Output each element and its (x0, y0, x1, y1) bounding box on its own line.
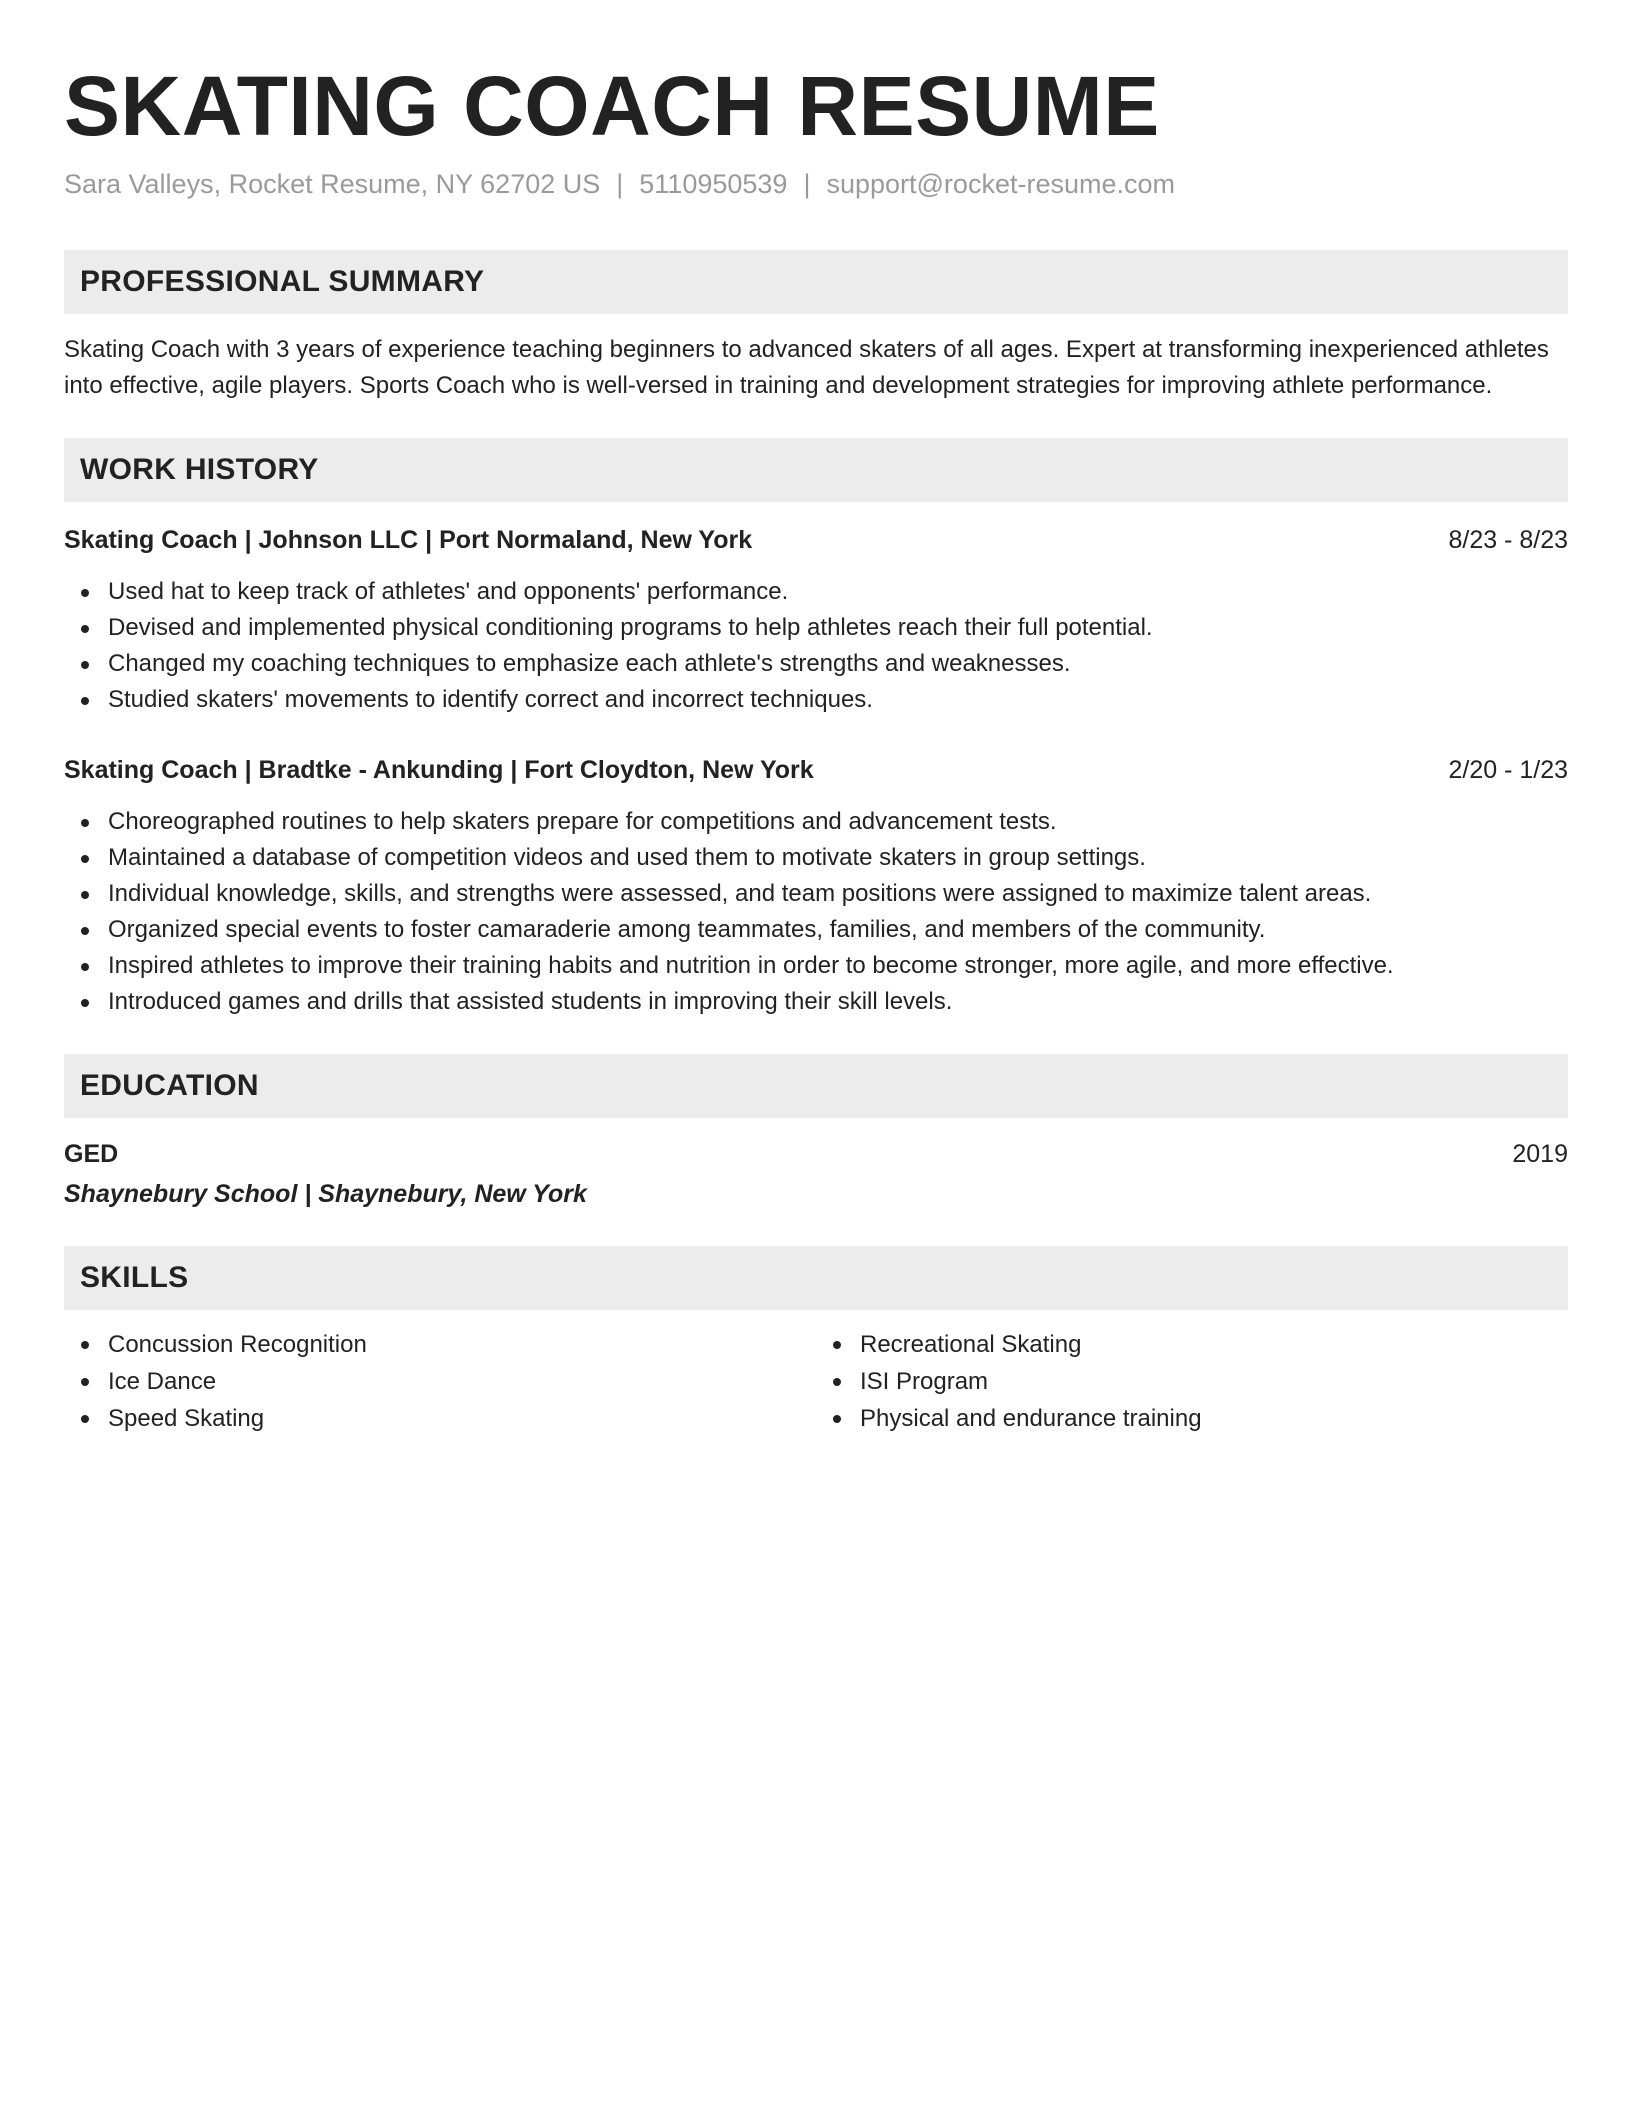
job-bullet: Inspired athletes to improve their training habits and nutrition in order to become stronger, more agile, and more effective. (64, 948, 1568, 984)
contact-phone: 5110950539 (639, 169, 788, 199)
contact-address: Sara Valleys, Rocket Resume, NY 62702 US (64, 169, 601, 199)
education-entry (64, 1136, 1568, 1212)
job-header (64, 752, 1568, 788)
job-bullet: Introduced games and drills that assisted students in improving their skill levels. (64, 984, 1568, 1020)
education-header (64, 1136, 1568, 1172)
job-bullet: Individual knowledge, skills, and strengths were assessed, and team positions were assigned to maximize talent areas. (64, 876, 1568, 912)
skill-item: Concussion Recognition (64, 1326, 816, 1363)
skills-column-right (816, 1326, 1568, 1437)
section-header-skills: SKILLS (64, 1246, 1568, 1310)
contact-separator: | (803, 169, 811, 199)
job-header (64, 522, 1568, 558)
job-bullet: Maintained a database of competition videos and used them to motivate skaters in group settings. (64, 840, 1568, 876)
job-dates: 8/23 - 8/23 (1448, 526, 1568, 554)
section-header-education: EDUCATION (64, 1054, 1568, 1118)
section-header-work-history: WORK HISTORY (64, 438, 1568, 502)
job-bullet: Organized special events to foster camaraderie among teammates, families, and members of the community. (64, 912, 1568, 948)
skill-item: Ice Dance (64, 1363, 816, 1400)
job-bullet: Studied skaters' movements to identify correct and incorrect techniques. (64, 682, 1568, 718)
job-title: Skating Coach | Johnson LLC | Port Normaland, New York (64, 526, 753, 554)
education-school: Shaynebury School | Shaynebury, New York (64, 1180, 587, 1208)
contact-line (64, 166, 1568, 202)
skill-item: Recreational Skating (816, 1326, 1568, 1363)
skill-item: Physical and endurance training (816, 1400, 1568, 1437)
resume-title: SKATING COACH RESUME (64, 59, 1160, 153)
education-degree: GED (64, 1140, 119, 1168)
skill-item: ISI Program (816, 1363, 1568, 1400)
section-header-summary: PROFESSIONAL SUMMARY (64, 250, 1568, 314)
job-bullet: Changed my coaching techniques to emphasize each athlete's strengths and weaknesses. (64, 646, 1568, 682)
job-bullet: Choreographed routines to help skaters prepare for competitions and advancement tests. (64, 804, 1568, 840)
contact-email: support@rocket-resume.com (826, 169, 1175, 199)
job-title: Skating Coach | Bradtke - Ankunding | Fort Cloydton, New York (64, 756, 814, 784)
job-entry (64, 522, 1568, 718)
job-bullets (64, 574, 1568, 718)
job-bullet: Used hat to keep track of athletes' and opponents' performance. (64, 574, 1568, 610)
job-bullets (64, 804, 1568, 1020)
skill-item: Speed Skating (64, 1400, 816, 1437)
contact-separator: | (616, 169, 624, 199)
job-entry (64, 752, 1568, 1020)
skills-column-left (64, 1326, 816, 1437)
education-year: 2019 (1512, 1140, 1568, 1168)
job-bullet: Devised and implemented physical conditioning programs to help athletes reach their full potential. (64, 610, 1568, 646)
job-dates: 2/20 - 1/23 (1448, 756, 1568, 784)
summary-text: Skating Coach with 3 years of experience teaching beginners to advanced skaters of all ages. Expert at transforming inexperienced athletes into effective, agile players. Sports Coach who is well-versed in training and development strategies for improving athlete performance. (64, 336, 1549, 399)
skills-list (64, 1326, 1568, 1437)
